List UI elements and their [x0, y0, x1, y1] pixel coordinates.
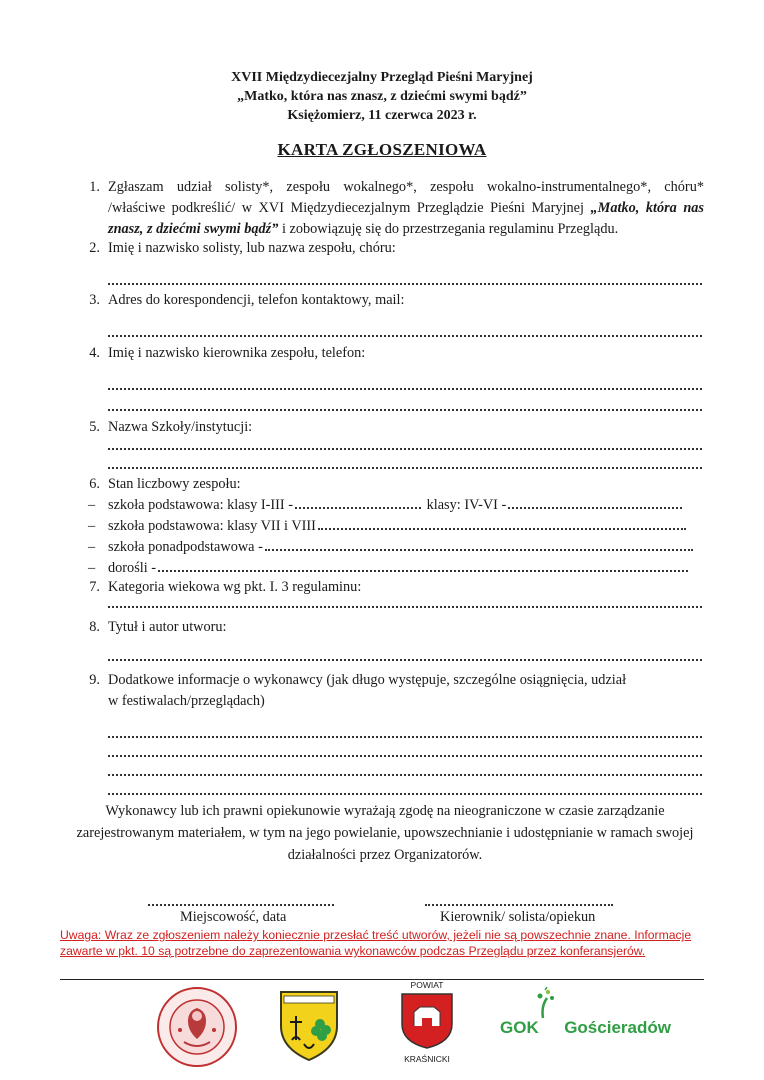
item-6-row-1-label-b: klasy: IV-VI - — [426, 497, 507, 513]
event-title: XVII Międzydiecezjalny Przegląd Pieśni Maryjnej — [231, 70, 533, 85]
item-6-row-3-label: szkoła ponadpodstawowa - — [108, 539, 263, 555]
item-9-number: 9. — [89, 672, 100, 688]
item-6-row-4-label: dorośli - — [108, 560, 157, 576]
item-6-row-1-label-a: szkoła podstawowa: klasy I-III - — [108, 497, 294, 513]
item-1-line-1: Zgłaszam udział solisty*, zespołu wokalnego*, zespołu wokalno-instrumentalnego*, chóru* — [108, 179, 704, 195]
item-8-label: Tytuł i autor utworu: — [108, 619, 227, 635]
item-6-row-1 — [108, 495, 704, 516]
item-6-row-3-field[interactable] — [265, 549, 693, 551]
item-5-number: 5. — [89, 419, 100, 435]
item-1-text — [108, 177, 704, 240]
item-1-motto-part-2: znasz, z dziećmi swymi bądź” — [108, 221, 279, 237]
powiat-crest-logo — [392, 980, 462, 1064]
item-1-line-2 — [108, 198, 704, 219]
item-1-line-3 — [108, 219, 704, 240]
item-9-answer-line-4[interactable] — [108, 793, 702, 795]
signature-label: Kierownik/ solista/opiekun — [440, 909, 596, 925]
event-motto: „Matko, która nas znasz, z dziećmi swymi bądź” — [237, 89, 527, 104]
item-2-number: 2. — [89, 240, 100, 256]
warning-note — [60, 927, 700, 959]
place-date-label: Miejscowość, data — [180, 909, 287, 925]
item-6-row-3 — [108, 537, 695, 558]
item-6-dash-4: – — [88, 560, 96, 576]
gok-prefix: GOK — [500, 1018, 539, 1037]
gok-logo-text — [500, 1018, 671, 1038]
powiat-top-label: POWIAT — [410, 980, 444, 990]
item-6-number: 6. — [89, 476, 100, 492]
signature-field[interactable] — [425, 904, 613, 906]
event-place-date: Księżomierz, 11 czerwca 2023 r. — [287, 108, 477, 123]
item-1-motto-part-1: „Matko, która nas — [590, 200, 704, 216]
warning-line-1: Uwaga: Wraz ze zgłoszeniem należy koniecznie przesłać treść utworów, jeżeli nie są powszechnie znane. Informacje — [60, 928, 692, 942]
item-9-answer-line-3[interactable] — [108, 774, 702, 776]
footer-divider — [60, 979, 704, 980]
gok-sprout-icon — [518, 986, 568, 1020]
item-2-label: Imię i nazwisko solisty, lub nazwa zespołu, chóru: — [108, 240, 396, 256]
item-4-label: Imię i nazwisko kierownika zespołu, telefon: — [108, 345, 366, 361]
item-5-label: Nazwa Szkoły/instytucji: — [108, 419, 253, 435]
item-1-number: 1. — [89, 179, 100, 195]
item-5-answer-line-1[interactable] — [108, 448, 702, 450]
item-2-answer-line[interactable] — [108, 283, 702, 285]
item-6-row-1-field-a[interactable] — [295, 507, 421, 509]
item-6-dash-3: – — [88, 539, 96, 555]
item-5-answer-line-2[interactable] — [108, 467, 702, 469]
item-8-answer-line[interactable] — [108, 659, 702, 661]
school-shield-logo — [278, 988, 340, 1062]
item-1-line-3-text: i zobowiązuję się do przestrzegania regulaminu Przeglądu. — [278, 221, 619, 237]
item-6-label: Stan liczbowy zespołu: — [108, 476, 241, 492]
item-7-answer-line[interactable] — [108, 606, 702, 608]
item-6-row-2 — [108, 516, 688, 537]
place-date-field[interactable] — [148, 904, 334, 906]
item-6-dash-2: – — [88, 518, 96, 534]
item-8-number: 8. — [89, 619, 100, 635]
item-6-dash-1: – — [88, 497, 96, 513]
document-header — [0, 68, 764, 125]
consent-statement: Wykonawcy lub ich prawni opiekunowie wyrażają zgodę na nieograniczone w czasie zarządzanie zarejestrowanym materiałem, w tym na jego powielanie, upowszechnianie i udostępnianie w ramach swojej działalności przez Organizatorów. — [76, 803, 694, 863]
item-6-row-4-field[interactable] — [158, 570, 688, 572]
item-9-answer-line-2[interactable] — [108, 755, 702, 757]
item-6-row-2-label: szkoła podstawowa: klasy VII i VIII — [108, 518, 316, 534]
item-4-answer-line-1[interactable] — [108, 388, 702, 390]
item-4-number: 4. — [89, 345, 100, 361]
item-6-row-2-field[interactable] — [318, 528, 686, 530]
item-9-line-1: Dodatkowe informacje o wykonawcy (jak długo występuje, szczególne osiągnięcia, udział — [108, 672, 627, 688]
item-1-line-2-text: /właściwe podkreślić/ w XVI Międzydiecezjalnym Przeglądzie Pieśni Maryjnej — [108, 200, 591, 216]
item-3-label: Adres do korespondencji, telefon kontaktowy, mail: — [108, 292, 405, 308]
item-3-number: 3. — [89, 292, 100, 308]
item-7-label: Kategoria wiekowa wg pkt. I. 3 regulaminu: — [108, 579, 362, 595]
item-6-row-1-field-b[interactable] — [508, 507, 682, 509]
item-4-answer-line-2[interactable] — [108, 409, 702, 411]
gok-name: Gościeradów — [564, 1018, 671, 1037]
warning-line-2: zawarte w pkt. 10 są potrzebne do zaprezentowania wykonawców podczas Przeglądu przez konferansjerów. — [60, 944, 646, 958]
parish-seal-logo — [156, 986, 238, 1068]
item-9-answer-line-1[interactable] — [108, 736, 702, 738]
form-title: KARTA ZGŁOSZENIOWA — [277, 140, 487, 159]
item-6-row-4 — [108, 558, 690, 579]
item-9-line-2: w festiwalach/przeglądach) — [108, 693, 265, 709]
item-7-number: 7. — [89, 579, 100, 595]
powiat-bottom-label: KRAŚNICKI — [404, 1054, 450, 1064]
item-3-answer-line[interactable] — [108, 335, 702, 337]
